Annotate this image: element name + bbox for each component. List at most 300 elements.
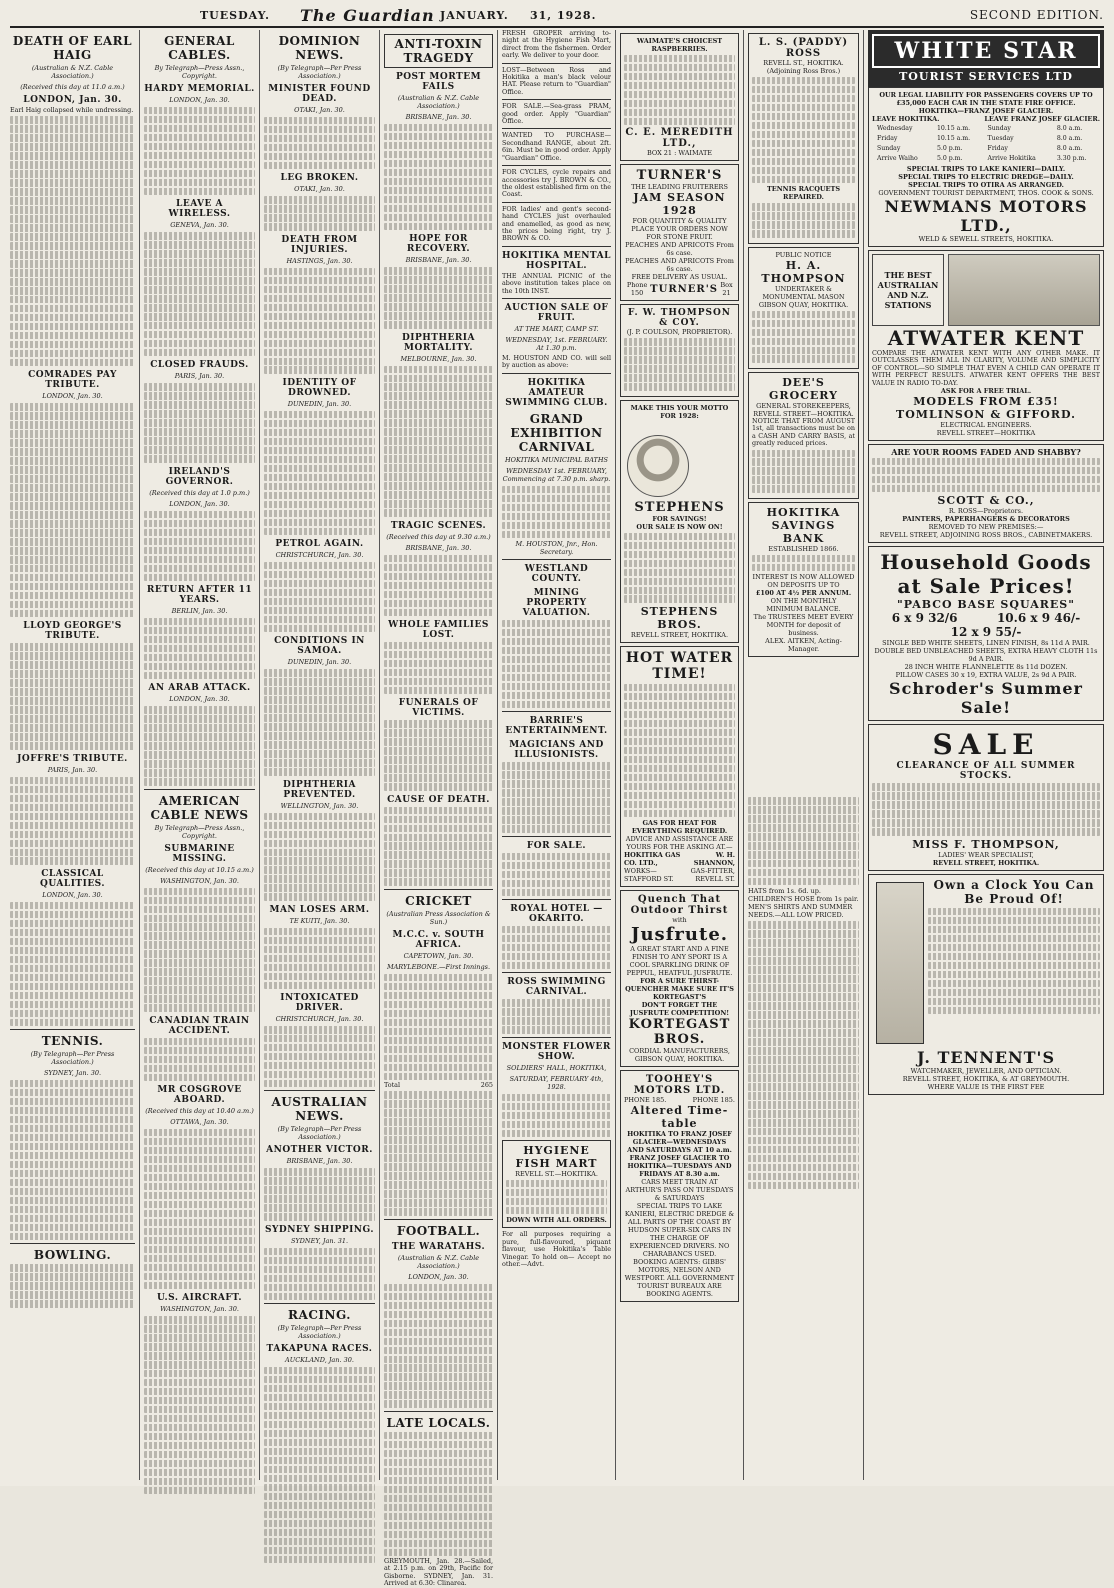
classified-ad: FRESH GROPER arriving to-night at the Hygiene Fish Mart, direct from the fishermen. Order early. We deliver to your door.	[502, 29, 611, 60]
headline-anti-toxin: ANTI-TOXIN TRAGEDY	[384, 34, 493, 68]
ad-title: HYGIENE FISH MART	[515, 1143, 598, 1170]
byline: (By Telegraph—Per Press Association.)	[277, 1324, 362, 1341]
timetable-row	[874, 135, 1098, 143]
ad-tagline: FOR SAVINGS!	[652, 514, 707, 523]
notice-heading: ROYAL HOTEL — OKARITO.	[510, 903, 603, 924]
subheading: DIPHTHERIA MORTALITY.	[401, 332, 476, 353]
dateline: WELLINGTON, Jan. 30.	[280, 801, 359, 810]
dateline: MELBOURNE, Jan. 30.	[400, 354, 477, 363]
ad-company: L. S. (PADDY) ROSS	[758, 37, 849, 59]
ad-text: A GREAT START AND A FINE FINISH TO ANY SPORT IS A COOL SPARKLING DRINK OF PEPPUL, HEATFUL JUSFRUTE.	[626, 945, 733, 978]
ad-text: CHILDREN'S HOSE from 1s pair.	[748, 895, 859, 904]
ad-text: OUR SALE IS NOW ON!	[636, 522, 723, 531]
notice-sub: WEDNESDAY 1st. FEBRUARY, Commencing at 7.30 p.m. sharp.	[502, 466, 611, 483]
subheading: FUNERALS OF VICTIMS.	[398, 698, 479, 719]
subheading: M.C.C. v. SOUTH AFRICA.	[392, 929, 485, 950]
masthead	[10, 4, 1104, 28]
shipping-note: GREYMOUTH, Jan. 28.—Sailed, at 2.15 p.m. on 29th, Pacific for Gisborne. SYDNEY, Jan. 31. Arrived at 6.30: Clinarea.	[384, 1557, 493, 1588]
subheading: DEATH FROM INJURIES.	[281, 234, 358, 255]
timetable-cell: 8.0 a.m.	[1056, 135, 1083, 142]
dateline: LONDON, Jan. 30.	[169, 96, 230, 104]
column-8	[864, 30, 1108, 1480]
byline: (Australian & N.Z. Cable Association.)	[397, 1253, 480, 1270]
tennent-clock-ad	[868, 874, 1104, 1095]
subheading: MINISTER FOUND DEAD.	[268, 84, 371, 104]
dateline: DUNEDIN, Jan. 30.	[287, 399, 352, 408]
column-3	[260, 30, 380, 1480]
ad-text: REMOVED TO NEW PREMISES:—	[928, 523, 1044, 532]
subheading: MR COSGROVE ABOARD.	[157, 1085, 242, 1106]
ad-company: HOKITIKA GAS CO. LTD.,	[624, 851, 681, 868]
ad-sub: ELECTRICAL ENGINEERS.	[940, 421, 1032, 430]
masthead-date: 31, 1928.	[530, 8, 597, 22]
timetable-cell: 5.0 p.m.	[936, 155, 963, 162]
timetable-cell: 10.15 a.m.	[936, 135, 971, 142]
subheading: THE WARATAHS.	[391, 1241, 486, 1252]
timetable-cell: Arrive Waiho	[877, 155, 918, 162]
ad-company: HOKITIKA	[766, 505, 841, 519]
timetable-row	[874, 125, 1098, 133]
subheading: SUBMARINE MISSING.	[164, 843, 235, 864]
notice-sub: HOKITIKA MUNICIPAL BATHS	[504, 455, 609, 464]
ad-company: Schroder's Summer Sale!	[889, 679, 1083, 718]
carnival-title: GRAND EXHIBITION CARNIVAL	[510, 411, 603, 454]
timetable	[872, 123, 1100, 165]
ad-address: REVELL STREET—HOKITIKA	[936, 429, 1036, 438]
ad-text: ON THE MONTHLY MINIMUM BALANCE.	[766, 597, 841, 614]
ad-company: TURNER'S	[650, 283, 719, 295]
dateline: LONDON, Jan. 30.	[169, 695, 230, 704]
ad-title: Altered Time-table	[630, 1104, 729, 1131]
dateline: (Received this day at 1.0 p.m.)	[149, 488, 250, 497]
timetable-cell: Friday	[987, 145, 1008, 152]
subheading: MAN LOSES ARM.	[269, 904, 370, 915]
ad-text: ASK FOR A FREE TRIAL.	[940, 387, 1032, 396]
score-total-label: Total	[384, 1081, 401, 1090]
timetable-cell: 8.0 a.m.	[1056, 145, 1083, 152]
dateline: (Received this day at 9.30 a.m.)	[386, 532, 491, 541]
dateline: CHRISTCHURCH, Jan. 30.	[275, 1015, 364, 1024]
byline: (By Telegraph—Per Press Association.)	[277, 1125, 362, 1142]
dateline: AUCKLAND, Jan. 30.	[285, 1356, 354, 1365]
ad-address: REVELL STREET—HOKITIKA.	[753, 409, 854, 418]
dateline: LONDON, Jan. 30.	[408, 1272, 469, 1281]
byline: (Australian Press Association & Sun.)	[386, 909, 491, 926]
ad-address: REVELL STREET, ADJOINING ROSS BROS., CABINETMAKERS.	[879, 531, 1093, 540]
dateline: LONDON, Jan. 30.	[23, 95, 122, 105]
subheading: ANOTHER VICTOR.	[266, 1145, 373, 1156]
byline: (By Telegraph—Per Press Association.)	[277, 64, 362, 80]
dateline: BRISBANE, Jan. 30.	[405, 543, 472, 552]
subheading: JOFFRE'S TRIBUTE.	[17, 753, 128, 764]
ad-company: STEPHENS	[634, 499, 725, 515]
ad-company: MISS F. THOMPSON,	[912, 837, 1060, 851]
ad-signature: ALEX. AITKEN, Acting-Manager.	[765, 637, 842, 654]
masthead-month: JANUARY.	[440, 8, 509, 22]
ad-route: HOKITIKA—FRANZ JOSEF GLACIER.	[918, 107, 1054, 115]
ad-address: GIBSON QUAY, HOKITIKA.	[758, 300, 849, 309]
article-lead: Earl Haig collapsed while undressing.	[10, 106, 134, 114]
ad-text: PEACHES AND APRICOTS From 6s case.	[625, 241, 734, 258]
dateline: WASHINGTON, Jan. 30.	[160, 876, 239, 885]
timetable-row	[874, 155, 1098, 163]
dateline: SYDNEY, Jan. 30.	[43, 1069, 102, 1078]
ad-company: SAVINGS BANK	[771, 518, 836, 545]
ad-address: REVELL ST., HOKITIKA.	[763, 59, 844, 67]
section-heading-tennis: TENNIS.	[41, 1034, 104, 1049]
ad-text: SPECIAL TRIPS TO ELECTRIC DREDGE—DAILY.	[898, 173, 1074, 181]
ad-address: REVELL STREET, HOKITIKA, & AT GREYMOUTH.	[902, 1074, 1070, 1083]
ad-text: MODELS FROM £35!	[913, 395, 1059, 409]
timetable-cell: Friday	[877, 135, 898, 142]
dateline: TE KUITI, Jan. 30.	[289, 916, 350, 925]
savings-bank-ad	[748, 502, 859, 657]
subheading: POST MORTEM FAILS	[395, 72, 482, 92]
article-body	[10, 777, 135, 865]
dateline: (Received this day at 10.40 a.m.)	[145, 1107, 254, 1116]
ad-sub: R. ROSS—Proprietors.	[948, 507, 1024, 516]
ad-text: FOR QUANTITY & QUALITY PLACE YOUR ORDERS NOW FOR STONE FRUIT.	[631, 217, 728, 242]
ad-title: Household Goods	[880, 550, 1092, 575]
headline-late-locals: LATE LOCALS.	[386, 1415, 491, 1430]
ad-tagline: DOWN WITH ALL ORDERS.	[506, 1216, 607, 1225]
waimate-raspberries-ad	[620, 33, 739, 161]
dateline: BRISBANE, Jan. 30.	[405, 256, 472, 265]
timetable-cell: Arrive Hokitika	[987, 155, 1036, 162]
notice-heading: ROSS SWIMMING CARNIVAL.	[507, 977, 606, 998]
masthead-edition: SECOND EDITION.	[969, 8, 1104, 22]
dateline: CHRISTCHURCH, Jan. 30.	[275, 551, 364, 560]
household-goods-ad	[868, 546, 1104, 721]
notice-sub: AT THE MART, CAMP ST.	[514, 324, 599, 333]
subheading: IDENTITY OF DROWNED.	[282, 377, 357, 398]
dateline: GENEVA, Jan. 30.	[170, 221, 229, 230]
subheading: SYDNEY SHIPPING.	[264, 1224, 375, 1235]
dateline: (Received this day at 10.15 a.m.)	[145, 865, 254, 874]
subheading: IRELAND'S GOVERNOR.	[165, 466, 234, 487]
ad-text: CARS MEET TRAIN AT ARTHUR'S PASS ON TUESDAYS & SATURDAYS	[625, 1178, 734, 1203]
subheading: LEG BROKEN.	[280, 173, 359, 184]
ad-box: THE BEST AUSTRALIAN AND N.Z. STATIONS	[872, 254, 944, 326]
byline: By Telegraph—Press Assn., Copyright.	[154, 823, 245, 840]
dateline: BRISBANE, Jan. 30.	[405, 113, 472, 121]
subheading: LLOYD GEORGE'S TRIBUTE.	[23, 621, 122, 642]
turners-ad	[620, 164, 739, 301]
signature: M. HOUSTON, Jnr., Hon. Secretary.	[515, 540, 598, 557]
ad-product: ATWATER KENT	[887, 326, 1085, 350]
article-body	[10, 1264, 135, 1307]
classified-ad: LOST—Between Ross and Hokitika a man's black velour HAT. Please return to "Guardian" Office.	[502, 65, 611, 96]
notice-heading: MONSTER FLOWER SHOW.	[502, 1041, 611, 1062]
ad-text: COMPARE THE ATWATER KENT WITH ANY OTHER MAKE. IT OUTCLASSES THEM ALL IN CLARITY, VOLUME AND SIMPLICITY OF CONTROL—SO SIMPLE THAT EVEN A CHILD CAN OPERATE IT WITH PERFECT RESULTS. ATWATER KENT OFFERS THE BEST VALUE IN RADIO TO-DAY.	[872, 349, 1100, 387]
ad-company: J. TENNENT'S	[917, 1047, 1055, 1067]
ad-text: GAS FOR HEAT FOR EVERYTHING REQUIRED.	[631, 819, 728, 836]
section-heading-bowling: BOWLING.	[33, 1248, 112, 1263]
subheading: CLASSICAL QUALITIES.	[39, 868, 105, 889]
white-star-timetable	[868, 87, 1104, 247]
ad-text: GOVERNMENT TOURIST DEPARTMENT, THOS. COOK & SONS.	[878, 189, 1094, 197]
ad-sub: GENERAL STOREKEEPERS,	[756, 401, 851, 410]
price: 10.6 x 9 46/-	[996, 611, 1081, 626]
dateline: LONDON, Jan. 30.	[42, 392, 103, 401]
article-body	[10, 902, 135, 1026]
timetable-cell: 3.30 p.m.	[1056, 155, 1087, 162]
ad-text: ADVICE AND ASSISTANCE ARE YOURS FOR THE ASKING AT.—	[625, 835, 734, 852]
ad-address: WORKS—STAFFORD ST.	[624, 867, 674, 884]
ad-company: H. A. THOMPSON	[761, 258, 846, 285]
ad-company: NEWMANS MOTORS LTD.,	[884, 197, 1088, 235]
ad-text: INTEREST IS NOW ALLOWED ON DEPOSITS UP TO	[752, 573, 855, 590]
timetable-cell: Tuesday	[987, 135, 1014, 142]
ad-tagline: WHERE VALUE IS THE FIRST FEE	[927, 1082, 1045, 1091]
subheading: U.S. AIRCRAFT.	[157, 1293, 242, 1304]
notice-heading: WESTLAND COUNTY.	[524, 564, 589, 585]
dateline: OTTAWA, Jan. 30.	[170, 1118, 229, 1127]
column-1	[6, 30, 140, 1480]
subheading: CLOSED FRAUDS.	[150, 360, 249, 371]
headline-american-cable-news: AMERICAN CABLE NEWS	[150, 793, 249, 822]
ad-phone: Phone 150	[626, 281, 648, 298]
ad-sub: (Adjoining Ross Bros.)	[766, 67, 841, 75]
ad-text: MEN'S SHIRTS AND SUMMER NEEDS.—ALL LOW PRICED.	[748, 903, 853, 920]
ad-company: TOURIST SERVICES LTD	[899, 70, 1073, 83]
ad-text: PILLOW CASES 30 x 19, EXTRA VALUE, 2s 9d A PAIR.	[895, 671, 1077, 680]
ad-company: TURNER'S	[636, 168, 723, 184]
subheading: LEAVE A WIRELESS.	[168, 199, 231, 220]
thompson-undertaker-ad	[748, 247, 859, 369]
ad-phone: PHONE 185.	[692, 1096, 735, 1105]
ad-title: ARE YOUR ROOMS FADED AND SHABBY?	[891, 447, 1081, 458]
subheading: WHOLE FAMILIES LOST.	[388, 619, 489, 640]
ad-text: HATS from 1s. 6d. up.	[748, 887, 821, 896]
thompson-sale-ad	[868, 724, 1104, 870]
article-body	[10, 116, 135, 366]
ad-text: OUR LEGAL LIABILITY FOR PASSENGERS COVERS UP TO £35,000 EACH CAR IN THE STATE FIRE OFFICE.	[879, 91, 1093, 107]
classified-ad: FOR SALE.—Sea-grass PRAM, good order. Apply "Guardian" Office.	[502, 102, 611, 126]
notice-heading: FOR SALE.	[526, 840, 587, 851]
headline-general-cables: GENERAL CABLES.	[164, 34, 235, 62]
ad-address: REVELL STREET, HOKITIKA.	[630, 630, 729, 639]
ad-sub: WATCHMAKER, JEWELLER, AND OPTICIAN.	[910, 1066, 1062, 1075]
ad-text: SPECIAL TRIPS TO LAKE KANIERI, ELECTRIC DREDGE & ALL PARTS OF THE COAST BY HUDSON SUPER-SIX CARS IN THE CHARGE OF EXPERIENCED DRIVERS. NO CHARABANCS USED.	[624, 1202, 735, 1259]
ad-company: SCOTT & CO.,	[937, 494, 1035, 508]
dateline: (Received this day at 11.0 a.m.)	[20, 83, 125, 91]
dateline: MARYLEBONE.—First Innings.	[386, 962, 491, 971]
article-body	[10, 643, 135, 749]
byline: (Australian & N.Z. Cable Association.)	[31, 64, 114, 80]
ad-sub: CLEARANCE OF ALL SUMMER STOCKS.	[896, 761, 1076, 782]
headline-earl-haig: DEATH OF EARL HAIG	[12, 34, 133, 62]
dateline: WASHINGTON, Jan. 30.	[160, 1305, 239, 1314]
ad-text: BOOKING AGENTS: GIBBS' MOTORS, NELSON AND WESTPORT. ALL GOVERNMENT TOURIST BUREAUX ARE BOOKING AGENTS.	[624, 1258, 735, 1299]
subheading: CAUSE OF DEATH.	[387, 794, 490, 805]
dateline: LONDON, Jan. 30.	[169, 499, 230, 508]
notice-heading: HOKITIKA MENTAL HOSPITAL.	[502, 250, 611, 271]
ad-text: £100 AT 4½ PER ANNUM.	[755, 589, 852, 598]
atwater-kent-ad	[868, 250, 1104, 441]
headline-racing: RACING.	[288, 1308, 351, 1323]
ad-address: CORDIAL MANUFACTURERS, GIBSON QUAY, HOKITIKA.	[629, 1047, 730, 1064]
byline: (By Telegraph—Per Press Association.)	[30, 1050, 115, 1067]
ad-box: Box 21	[720, 281, 733, 298]
notice-heading: MAGICIANS AND ILLUSIONISTS.	[509, 740, 604, 761]
subheading: RETURN AFTER 11 YEARS.	[146, 584, 253, 605]
ad-phone: PHONE 185.	[624, 1096, 667, 1105]
ad-company: W. H. SHANNON,	[693, 851, 735, 868]
byline: (Australian & N.Z. Cable Association.)	[397, 94, 480, 110]
byline: By Telegraph—Press Assn., Copyright.	[154, 64, 245, 80]
column-2	[140, 30, 260, 1480]
ad-company: TOOHEY'S MOTORS LTD.	[633, 1074, 726, 1097]
notice-sub: SOLDIERS' HALL, HOKITIKA,	[506, 1063, 607, 1072]
subheading: AN ARAB ATTACK.	[148, 683, 251, 694]
ad-text: DON'T FORGET THE JUSFRUTE COMPETITION!	[629, 1001, 730, 1018]
scott-ad	[868, 444, 1104, 543]
dateline: SYDNEY, Jan. 31.	[290, 1236, 349, 1245]
timetable-cell: 10.15 a.m.	[936, 125, 971, 132]
ad-text: NOTICE THAT FROM AUGUST 1st, all transactions must be on a CASH AND CARRY BASIS, at greatly reduced prices.	[752, 416, 855, 448]
ad-address: REVELL STREET, HOKITIKA.	[932, 858, 1040, 867]
dateline: PARIS, Jan. 30.	[47, 765, 98, 774]
price: 12 x 9 55/-	[950, 625, 1022, 640]
jusfrute-ad	[620, 890, 739, 1067]
ad-text: FOR A SURE THIRST-QUENCHER MAKE SURE IT'S KORTEGAST'S	[625, 977, 734, 1002]
ross-ad	[748, 33, 859, 244]
ad-text: PEACHES AND APRICOTS From 6s case.	[625, 257, 734, 274]
ad-sub: (J. P. COULSON, PROPRIETOR).	[626, 328, 733, 337]
dateline: HASTINGS, Jan. 30.	[286, 256, 353, 265]
dateline: PARIS, Jan. 30.	[174, 372, 225, 381]
dateline: CAPETOWN, Jan. 30.	[403, 951, 474, 960]
subheading: CONDITIONS IN SAMOA.	[274, 636, 365, 657]
notice-text: M. HOUSTON AND CO. will sell by auction as above:	[502, 353, 611, 370]
timetable-cell: 8.0 a.m.	[1056, 125, 1083, 132]
radio-set-icon	[948, 254, 1100, 326]
ad-company: KORTEGAST BROS.	[628, 1017, 731, 1048]
notice-sub: WEDNESDAY, 1st. FEBRUARY. At 1.30 p.m.	[505, 335, 608, 352]
ad-text: SPECIAL TRIPS TO LAKE KANIERI—DAILY.	[906, 165, 1066, 173]
notice-heading: MINING PROPERTY VALUATION.	[522, 588, 591, 619]
ad-leave: LEAVE HOKITIKA.	[872, 115, 940, 123]
subheading: HARDY MEMORIAL.	[144, 84, 255, 94]
ad-company: TOMLINSON & GIFFORD.	[896, 408, 1076, 422]
clock-icon	[876, 882, 924, 1044]
column-7	[744, 30, 864, 1480]
notice-heading: AUCTION SALE OF FRUIT.	[504, 302, 609, 323]
timetable-cell: Sunday	[987, 125, 1011, 132]
notice-text: THE ANNUAL PICNIC of the above institution takes place on the 10th INST.	[502, 271, 611, 295]
classified-ad: FOR ladies' and gent's second-hand CYCLES just overhauled and enamelled, as good as new, the prices being right, try J. BROWN & CO.	[502, 204, 611, 243]
ad-company: F. W. THOMPSON & COY.	[627, 308, 732, 329]
ad-tagline: THE LEADING FRUITERERS	[631, 183, 728, 192]
white-star-logo: WHITE STAR	[872, 34, 1100, 68]
ad-title: JAM SEASON	[633, 191, 726, 205]
column-5	[498, 30, 616, 1480]
gas-ad	[620, 646, 739, 887]
classified-ad: WANTED TO PURCHASE—Secondhand RANGE, about 2ft. 6in. Must be in good order. Apply "Guardian" Office.	[502, 131, 611, 162]
score-total-value: 265	[480, 1081, 493, 1090]
ad-title: Own a Clock You Can Be Proud Of!	[933, 877, 1095, 906]
ad-company: C. E. MEREDITH LTD.,	[625, 127, 734, 150]
ad-title: Quench That Outdoor Thirst	[630, 894, 729, 917]
subheading: HOPE FOR RECOVERY.	[406, 234, 471, 255]
advert-text: For all purposes requiring a pure, full-flavoured, piquant flavour, use Hokitika's Table Vinegar. To hold on— Accept no other.—Advt.	[502, 1230, 611, 1268]
subheading: CANADIAN TRAIN ACCIDENT.	[149, 1015, 250, 1036]
subheading: COMRADES PAY TRIBUTE.	[28, 370, 117, 391]
dateline: OTAKI, Jan. 30.	[294, 106, 345, 114]
dateline: BERLIN, Jan. 30.	[171, 606, 228, 615]
subheading: TRAGIC SCENES.	[390, 520, 487, 531]
timetable-row	[874, 145, 1098, 153]
tooheys-ad	[620, 1070, 739, 1302]
stephens-ad	[620, 400, 739, 643]
ad-address: REVELL ST.—HOKITIKA.	[515, 1169, 598, 1178]
ad-year: 1928	[662, 204, 697, 218]
score-total	[384, 1082, 493, 1089]
ad-text: SINGLE BED WHITE SHEETS, LINEN FINISH, 8s 11d A PAIR.	[882, 639, 1090, 648]
dateline: OTAKI, Jan. 30.	[294, 185, 345, 194]
dateline: BRISBANE, Jan. 30.	[286, 1157, 353, 1166]
ad-title: HOT WATER TIME!	[625, 649, 734, 682]
price: 6 x 9 32/6	[891, 611, 958, 626]
masthead-day: TUESDAY.	[200, 8, 270, 22]
hygiene-fish-mart-ad	[502, 1140, 611, 1228]
ad-trade: PAINTERS, PAPERHANGERS & DECORATORS	[902, 515, 1070, 524]
notice-heading: BARRIE'S ENTERTAINMENT.	[505, 716, 608, 737]
ad-title: SALE	[932, 728, 1040, 762]
thompson-coy-ad	[620, 304, 739, 396]
dees-grocery-ad	[748, 372, 859, 499]
headline-football: FOOTBALL.	[396, 1223, 481, 1238]
ad-notice: PUBLIC NOTICE	[775, 250, 832, 259]
headline-cricket: CRICKET	[405, 893, 472, 908]
ad-text: FRANZ JOSEF GLACIER TO HOKITIKA—TUESDAYS AND FRIDAYS AT 8.30 a.m.	[627, 1154, 732, 1179]
ad-with: with	[672, 916, 687, 925]
ad-sub: UNDERTAKER & MONUMENTAL MASON	[762, 284, 845, 301]
dateline: DUNEDIN, Jan. 30.	[287, 658, 352, 667]
ad-text: 28 INCH WHITE FLANNELETTE 8s 11d DOZEN.	[904, 663, 1068, 672]
headline-australian-news: AUSTRALIAN NEWS.	[271, 1095, 368, 1124]
timetable-cell: Wednesday	[877, 125, 913, 132]
notice-heading: HOKITIKA AMATEUR SWIMMING CLUB.	[505, 377, 608, 408]
ad-text: HOKITIKA TO FRANZ JOSEF GLACIER—WEDNESDAYS AND SATURDAYS AT 10 a.m.	[627, 1130, 732, 1155]
ad-sub: ESTABLISHED 1866.	[768, 544, 839, 553]
ad-sub: LADIES' WEAR SPECIALIST,	[938, 850, 1034, 859]
lady-portrait-icon	[627, 435, 689, 497]
column-4	[380, 30, 498, 1588]
timetable-cell: Sunday	[877, 145, 901, 152]
classified-ad: FOR CYCLES, cycle repairs and accessories try J. BROWN & CO., the oldest established firm on the Coast.	[502, 168, 611, 199]
ad-slogan: MAKE THIS YOUR MOTTO FOR 1928:	[630, 403, 729, 420]
column-6	[616, 30, 744, 1480]
masthead-title: The Guardian	[300, 5, 435, 25]
ad-text: TENNIS RACQUETS REPAIRED.	[766, 185, 841, 202]
white-star-ad	[868, 30, 1104, 87]
ad-text: DOUBLE BED UNBLEACHED SHEETS, EXTRA HEAVY CLOTH 11s 9d A PAIR.	[874, 647, 1098, 664]
ad-company: STEPHENS BROS.	[640, 604, 719, 631]
ad-text: SPECIAL TRIPS TO OTIRA AS ARRANGED.	[908, 181, 1064, 189]
ad-address: GAS-FITTER, REVELL ST.	[690, 867, 735, 884]
timetable-cell: 5.0 p.m.	[936, 145, 963, 152]
headline-dominion-news: DOMINION NEWS.	[278, 34, 361, 62]
subheading: DIPHTHERIA PREVENTED.	[282, 779, 357, 800]
ad-address: BOX 21 : WAIMATE	[646, 149, 713, 158]
ad-text: FREE DELIVERY AS USUAL.	[631, 273, 728, 282]
notice-sub: SATURDAY, FEBRUARY 4th, 1928.	[509, 1074, 604, 1091]
ad-product: Jusfrute.	[630, 924, 729, 946]
ad-company: DEE'S GROCERY	[769, 375, 838, 402]
ad-text: The TRUSTEES MEET EVERY MONTH for deposit of business.	[753, 613, 854, 638]
